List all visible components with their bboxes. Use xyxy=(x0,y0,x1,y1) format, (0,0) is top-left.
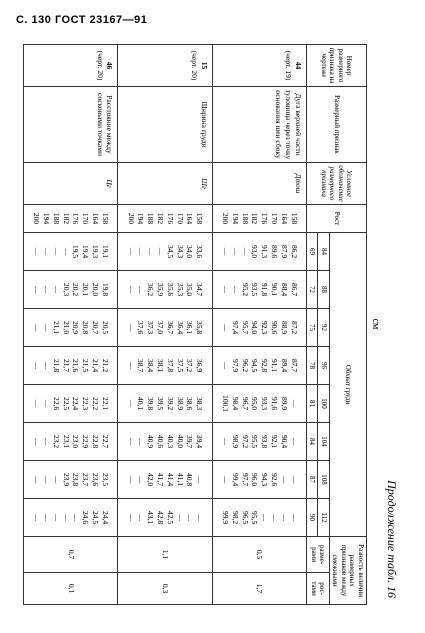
height-list-value: 200 xyxy=(220,212,230,225)
size-column xyxy=(118,233,212,271)
size-column-value: 20,8 xyxy=(81,320,91,335)
height-list-value: 182 xyxy=(156,212,166,225)
size-column-value: 38,7 xyxy=(136,358,146,373)
size-column-value: 23,0 xyxy=(71,434,81,449)
size-column-value: — xyxy=(51,285,61,294)
size-column-value: — xyxy=(126,361,136,370)
waist-value: 78 xyxy=(307,347,319,385)
size-column-value: 20,5 xyxy=(100,320,110,335)
size-column-value: 97,4 xyxy=(230,320,240,335)
size-column-value: 98,2 xyxy=(230,510,240,525)
size-column-value: 38,1 xyxy=(156,358,166,373)
size-column-value: 40,9 xyxy=(146,434,156,449)
size-column-value: — xyxy=(220,285,230,294)
size-column-value: 42,8 xyxy=(156,510,166,525)
size-column-value: 41,1 xyxy=(175,472,185,487)
feature-number-value: 46 xyxy=(105,61,115,70)
size-column-value: 42,0 xyxy=(146,472,156,487)
height-list-value: 188 xyxy=(146,212,156,225)
height-list-value: 164 xyxy=(91,212,101,225)
size-column xyxy=(118,271,212,309)
size-column-value: — xyxy=(146,247,156,256)
feature-number-value: 44 xyxy=(294,61,303,70)
size-column-value: — xyxy=(289,475,299,484)
size-column-value: 24,6 xyxy=(81,510,91,525)
diff-sizes: 1,1 xyxy=(118,537,212,573)
size-column-value: 19,1 xyxy=(100,244,110,259)
size-column-value: 39,2 xyxy=(165,396,175,411)
size-column-value: — xyxy=(220,361,230,370)
waist-value: 90 xyxy=(307,499,319,537)
size-column-value: 95,5 xyxy=(250,510,260,525)
header-feature: Размерный признак xyxy=(307,87,367,163)
size-column-value: — xyxy=(230,247,240,256)
size-column-value: 38,9 xyxy=(175,396,185,411)
size-column-value: 24,5 xyxy=(91,510,101,525)
size-column-value: 99,4 xyxy=(230,472,240,487)
size-column-value: 87,9 xyxy=(279,244,289,259)
size-column xyxy=(212,233,306,271)
height-list-value: 200 xyxy=(32,212,42,225)
size-column-value: 23,7 xyxy=(81,472,91,487)
size-column-value: 33,6 xyxy=(195,244,205,259)
size-column-value: — xyxy=(269,513,279,522)
size-column xyxy=(24,461,118,499)
size-column-value: 21,0 xyxy=(61,320,71,335)
height-list-value: 188 xyxy=(51,212,61,225)
size-column-value: 94,3 xyxy=(260,472,270,487)
size-column-value: 22,5 xyxy=(61,396,71,411)
height-list-value: 176 xyxy=(260,212,270,225)
size-column-value: — xyxy=(136,247,146,256)
size-column-value: 24,4 xyxy=(100,510,110,525)
size-column-value: 91,1 xyxy=(269,358,279,373)
height-list-value: 158 xyxy=(100,212,110,225)
size-column-value: 21,6 xyxy=(71,358,81,373)
size-column-value: 37,8 xyxy=(165,358,175,373)
height-list-value: 176 xyxy=(165,212,175,225)
header-chest: Обхват груди xyxy=(330,233,367,537)
size-column-value: — xyxy=(220,323,230,332)
chest-value: 100 xyxy=(318,385,330,423)
size-column-value: 20,1 xyxy=(81,282,91,297)
size-column-value: 40,6 xyxy=(156,434,166,449)
size-column-value: — xyxy=(42,285,52,294)
size-column-value: 23,9 xyxy=(61,472,71,487)
size-column-value: 40,1 xyxy=(136,396,146,411)
size-column-value: 89,4 xyxy=(279,358,289,373)
drawing-ref: (черт. 19) xyxy=(284,50,294,81)
size-column-value: — xyxy=(42,475,52,484)
size-column xyxy=(118,385,212,423)
waist-value: 75 xyxy=(307,309,319,347)
size-column-value: — xyxy=(32,513,42,522)
size-column-value: 90,1 xyxy=(269,282,279,297)
size-column-value: 20,3 xyxy=(61,282,71,297)
size-column-value: 91,8 xyxy=(260,282,270,297)
height-list-value: 170 xyxy=(81,212,91,225)
size-column-value: 20,7 xyxy=(91,320,101,335)
size-column xyxy=(24,385,118,423)
diff-sizes: 0,5 xyxy=(212,537,306,573)
size-column xyxy=(212,271,306,309)
size-column-value: — xyxy=(126,399,136,408)
waist-value: 84 xyxy=(307,423,319,461)
size-column-value: 39,7 xyxy=(185,434,195,449)
size-column-value: 93,3 xyxy=(260,396,270,411)
size-column-value: — xyxy=(32,399,42,408)
height-list-value: 158 xyxy=(195,212,205,225)
diff-heights: 1,7 xyxy=(212,573,306,605)
size-column-value: 19,8 xyxy=(100,282,110,297)
size-column xyxy=(212,499,306,537)
size-column-value: 21,5 xyxy=(81,358,91,373)
size-column-value: 22,1 xyxy=(100,396,110,411)
size-column-value: 37,6 xyxy=(136,320,146,335)
measurement-table xyxy=(23,44,367,605)
size-column-value: — xyxy=(42,361,52,370)
feature-number xyxy=(212,45,306,87)
waist-value: 87 xyxy=(307,461,319,499)
size-column-value: — xyxy=(260,513,270,522)
size-column-value: 97,7 xyxy=(240,472,250,487)
size-column-value: 21,8 xyxy=(51,358,61,373)
size-column-value: 96,5 xyxy=(240,510,250,525)
table-row xyxy=(118,45,212,605)
size-column-value: — xyxy=(220,437,230,446)
size-column-value: 98,9 xyxy=(230,434,240,449)
feature-designation: Шг xyxy=(118,163,212,205)
size-column-value: 38,3 xyxy=(195,396,205,411)
size-column-value: 97,2 xyxy=(240,434,250,449)
size-column-value: — xyxy=(136,437,146,446)
chest-value: 108 xyxy=(318,461,330,499)
height-list-value: 164 xyxy=(279,212,289,225)
size-column-value: 99,9 xyxy=(220,510,230,525)
size-column-value: 22,9 xyxy=(81,434,91,449)
size-column-value: 93,0 xyxy=(250,244,260,259)
size-column-value: 35,8 xyxy=(195,320,205,335)
height-list-value: 158 xyxy=(289,212,299,225)
size-column-value: 39,4 xyxy=(195,434,205,449)
size-column-value: 34,7 xyxy=(195,282,205,297)
size-column-value: 22,6 xyxy=(51,396,61,411)
size-column-value: 95,0 xyxy=(250,396,260,411)
size-column xyxy=(24,309,118,347)
size-column-value: 35,0 xyxy=(185,282,195,297)
size-column-value: 20,0 xyxy=(91,282,101,297)
size-column-value: — xyxy=(126,323,136,332)
size-column-value: — xyxy=(126,437,136,446)
size-column-value: 23,5 xyxy=(100,472,110,487)
size-column-value: 40,3 xyxy=(165,434,175,449)
size-column-value: 90,6 xyxy=(269,320,279,335)
size-column-value: — xyxy=(32,361,42,370)
table-body xyxy=(24,45,307,605)
size-column-value: — xyxy=(126,475,136,484)
feature-number xyxy=(118,45,212,87)
size-column-value: — xyxy=(32,247,42,256)
table-caption: Продолжение табл. 16 xyxy=(385,480,399,598)
waist-value: 81 xyxy=(307,385,319,423)
size-column-value: 20,9 xyxy=(71,320,81,335)
size-column-value: 22,4 xyxy=(71,396,81,411)
size-column-value: 39,8 xyxy=(146,396,156,411)
waist-value: 72 xyxy=(307,271,319,309)
size-column xyxy=(118,499,212,537)
header-number: Номер размерного признака на чертеже xyxy=(307,45,367,87)
size-column xyxy=(212,309,306,347)
header-designation: Условное обозначение размерного признака xyxy=(307,163,367,205)
size-column-value: 36,9 xyxy=(195,358,205,373)
size-column-value: 19,4 xyxy=(81,244,91,259)
height-list-value: 182 xyxy=(250,212,260,225)
unit-label: см xyxy=(370,318,381,330)
size-column xyxy=(24,423,118,461)
size-column-value: 42,5 xyxy=(165,510,175,525)
waist-value: 69 xyxy=(307,233,319,271)
size-column-value: 95,7 xyxy=(240,320,250,335)
size-column xyxy=(212,423,306,461)
size-column-value: — xyxy=(42,323,52,332)
table-row xyxy=(212,45,306,605)
size-column xyxy=(24,499,118,537)
size-column-value: — xyxy=(32,285,42,294)
size-column-value: 97,9 xyxy=(230,358,240,373)
size-column xyxy=(24,233,118,271)
feature-name: Ширина груди xyxy=(118,87,212,163)
rotated-table-sheet xyxy=(23,44,399,604)
size-column xyxy=(118,347,212,385)
size-column-value: 87,2 xyxy=(289,320,299,335)
size-column-value: — xyxy=(61,247,71,256)
size-column-value: — xyxy=(42,513,52,522)
chest-value: 104 xyxy=(318,423,330,461)
size-column-value: — xyxy=(220,475,230,484)
size-column-value: 36,4 xyxy=(175,320,185,335)
size-column-value: 87,7 xyxy=(289,358,299,373)
size-column-value: 88,4 xyxy=(279,282,289,297)
size-column-value: — xyxy=(71,513,81,522)
size-column-value: 94,0 xyxy=(250,320,260,335)
size-column-value: 92,3 xyxy=(260,320,270,335)
size-column-value: 41,7 xyxy=(156,472,166,487)
size-column-value: 96,7 xyxy=(240,396,250,411)
size-column-value: 91,6 xyxy=(269,396,279,411)
size-column-value: — xyxy=(61,513,71,522)
size-column-value: — xyxy=(156,247,166,256)
size-column-value: 23,8 xyxy=(71,472,81,487)
size-column-value: — xyxy=(185,513,195,522)
height-list-value: 200 xyxy=(126,212,136,225)
size-column-value: 100,1 xyxy=(220,395,230,412)
feature-number-value: 15 xyxy=(199,61,209,70)
size-column-value: 34,3 xyxy=(175,244,185,259)
size-column-value: 39,5 xyxy=(156,396,166,411)
size-column-value: 89,6 xyxy=(269,244,279,259)
size-column-value: 89,9 xyxy=(279,396,289,411)
size-column xyxy=(24,271,118,309)
page-header: С. 130 ГОСТ 23167—91 xyxy=(16,14,148,26)
height-list xyxy=(118,205,212,233)
height-list-value: 182 xyxy=(61,212,71,225)
size-column-value: — xyxy=(126,513,136,522)
size-column-value: 86,2 xyxy=(289,244,299,259)
feature-designation: Цг xyxy=(24,163,118,205)
size-column-value: 91,3 xyxy=(260,244,270,259)
size-column-value: — xyxy=(126,285,136,294)
size-column-value: 20,2 xyxy=(71,282,81,297)
height-list-value: 188 xyxy=(240,212,250,225)
height-list-value: 194 xyxy=(136,212,146,225)
size-column-value: 37,2 xyxy=(185,358,195,373)
diff-sizes: 0,7 xyxy=(24,537,118,573)
chest-value: 112 xyxy=(318,499,330,537)
size-column-value: — xyxy=(136,513,146,522)
feature-number xyxy=(24,45,118,87)
size-column-value: 43,1 xyxy=(146,510,156,525)
size-column-value: — xyxy=(136,475,146,484)
size-column-value: — xyxy=(51,475,61,484)
size-column-value: 40,8 xyxy=(185,472,195,487)
size-column-value: 37,0 xyxy=(156,320,166,335)
size-column-value: 93,8 xyxy=(260,434,270,449)
size-column-value: 22,8 xyxy=(91,434,101,449)
height-list-value: 170 xyxy=(175,212,185,225)
size-column-value: 35,3 xyxy=(175,282,185,297)
size-column-value: — xyxy=(42,437,52,446)
size-column-value: 38,4 xyxy=(146,358,156,373)
size-column-value: — xyxy=(220,247,230,256)
size-column-value: 92,8 xyxy=(260,358,270,373)
diff-heights: 0,1 xyxy=(24,573,118,605)
chest-value: 84 xyxy=(318,233,330,271)
size-column-value: — xyxy=(240,247,250,256)
diff-heights: 0,3 xyxy=(118,573,212,605)
drawing-ref: (черт. 20) xyxy=(95,50,105,81)
size-column-value: 36,7 xyxy=(165,320,175,335)
size-column-value: — xyxy=(289,437,299,446)
size-column-value: 34,5 xyxy=(165,244,175,259)
size-column-value: 36,1 xyxy=(185,320,195,335)
feature-name: Расстояние между сосковыми точками xyxy=(24,87,118,163)
size-column-value: — xyxy=(136,285,146,294)
size-column-value: 23,2 xyxy=(51,434,61,449)
size-column-value: 21,7 xyxy=(61,358,71,373)
size-column-value: 95,2 xyxy=(240,282,250,297)
size-column-value: — xyxy=(42,399,52,408)
header-height: Рост xyxy=(307,205,367,233)
size-column-value: — xyxy=(289,513,299,522)
header-diff-heights: рос-тами xyxy=(307,573,330,605)
height-list xyxy=(212,205,306,233)
feature-name: Дуга верхней части туловища через точку основания шеи сбоку xyxy=(212,87,306,163)
size-column-value: 93,5 xyxy=(250,282,260,297)
size-column xyxy=(118,423,212,461)
size-column-value: — xyxy=(51,247,61,256)
size-column-value: — xyxy=(175,513,185,522)
size-column-value: 96,2 xyxy=(240,358,250,373)
size-column-value: 23,6 xyxy=(91,472,101,487)
size-column-value: 96,0 xyxy=(250,472,260,487)
size-column-value: 35,6 xyxy=(165,282,175,297)
size-column-value: — xyxy=(195,475,205,484)
size-column-value: 40,0 xyxy=(175,434,185,449)
size-column xyxy=(118,461,212,499)
size-column-value: 22,2 xyxy=(91,396,101,411)
size-column-value: 22,7 xyxy=(100,434,110,449)
size-column-value: 90,4 xyxy=(279,434,289,449)
size-column-value: 19,3 xyxy=(91,244,101,259)
size-column-value: 86,7 xyxy=(289,282,299,297)
size-column-value: 23,1 xyxy=(61,434,71,449)
size-column-value: — xyxy=(279,475,289,484)
size-column-value: 94,5 xyxy=(250,358,260,373)
size-column-value: 21,4 xyxy=(91,358,101,373)
size-column-value: — xyxy=(195,513,205,522)
size-column-value: 36,2 xyxy=(146,282,156,297)
header-row-1 xyxy=(330,45,367,605)
feature-designation: Дтош xyxy=(212,163,306,205)
drawing-ref: (черт. 20) xyxy=(189,50,199,81)
chest-value: 92 xyxy=(318,309,330,347)
size-column-value: 98,4 xyxy=(230,396,240,411)
chest-value: 88 xyxy=(318,271,330,309)
size-column-value: 41,4 xyxy=(165,472,175,487)
height-list-value: 176 xyxy=(71,212,81,225)
size-column-value: — xyxy=(42,247,52,256)
header-diff: Разность величин размерных признаков между смежными xyxy=(330,537,367,605)
size-column-value: 38,6 xyxy=(185,396,195,411)
height-list-value: 194 xyxy=(230,212,240,225)
height-list-value: 164 xyxy=(185,212,195,225)
size-column-value: 95,5 xyxy=(250,434,260,449)
height-list-value: 170 xyxy=(269,212,279,225)
size-column-value: 21,2 xyxy=(100,358,110,373)
height-list xyxy=(24,205,118,233)
size-column-value: 92,1 xyxy=(269,434,279,449)
size-column-value: 37,5 xyxy=(175,358,185,373)
size-column-value: — xyxy=(51,513,61,522)
size-column-value: — xyxy=(230,285,240,294)
size-column-value: — xyxy=(279,513,289,522)
size-column xyxy=(212,385,306,423)
size-column xyxy=(24,347,118,385)
header-diff-sizes: разме-рами xyxy=(307,537,330,573)
size-column xyxy=(118,309,212,347)
size-column-value: — xyxy=(126,247,136,256)
size-column-value: 21,1 xyxy=(51,320,61,335)
size-column-value: 92,6 xyxy=(269,472,279,487)
chest-value: 96 xyxy=(318,347,330,385)
table-row xyxy=(24,45,118,605)
size-column-value: 22,3 xyxy=(81,396,91,411)
height-list-value: 194 xyxy=(42,212,52,225)
size-column-value: — xyxy=(32,475,42,484)
size-column-value: — xyxy=(32,437,42,446)
size-column-value: — xyxy=(32,323,42,332)
size-column-value: 88,9 xyxy=(279,320,289,335)
size-column xyxy=(212,461,306,499)
size-column-value: 35,9 xyxy=(156,282,166,297)
size-column xyxy=(212,347,306,385)
size-column-value: 19,5 xyxy=(71,244,81,259)
size-column-value: 34,0 xyxy=(185,244,195,259)
size-column-value: — xyxy=(289,399,299,408)
size-column-value: 37,3 xyxy=(146,320,156,335)
